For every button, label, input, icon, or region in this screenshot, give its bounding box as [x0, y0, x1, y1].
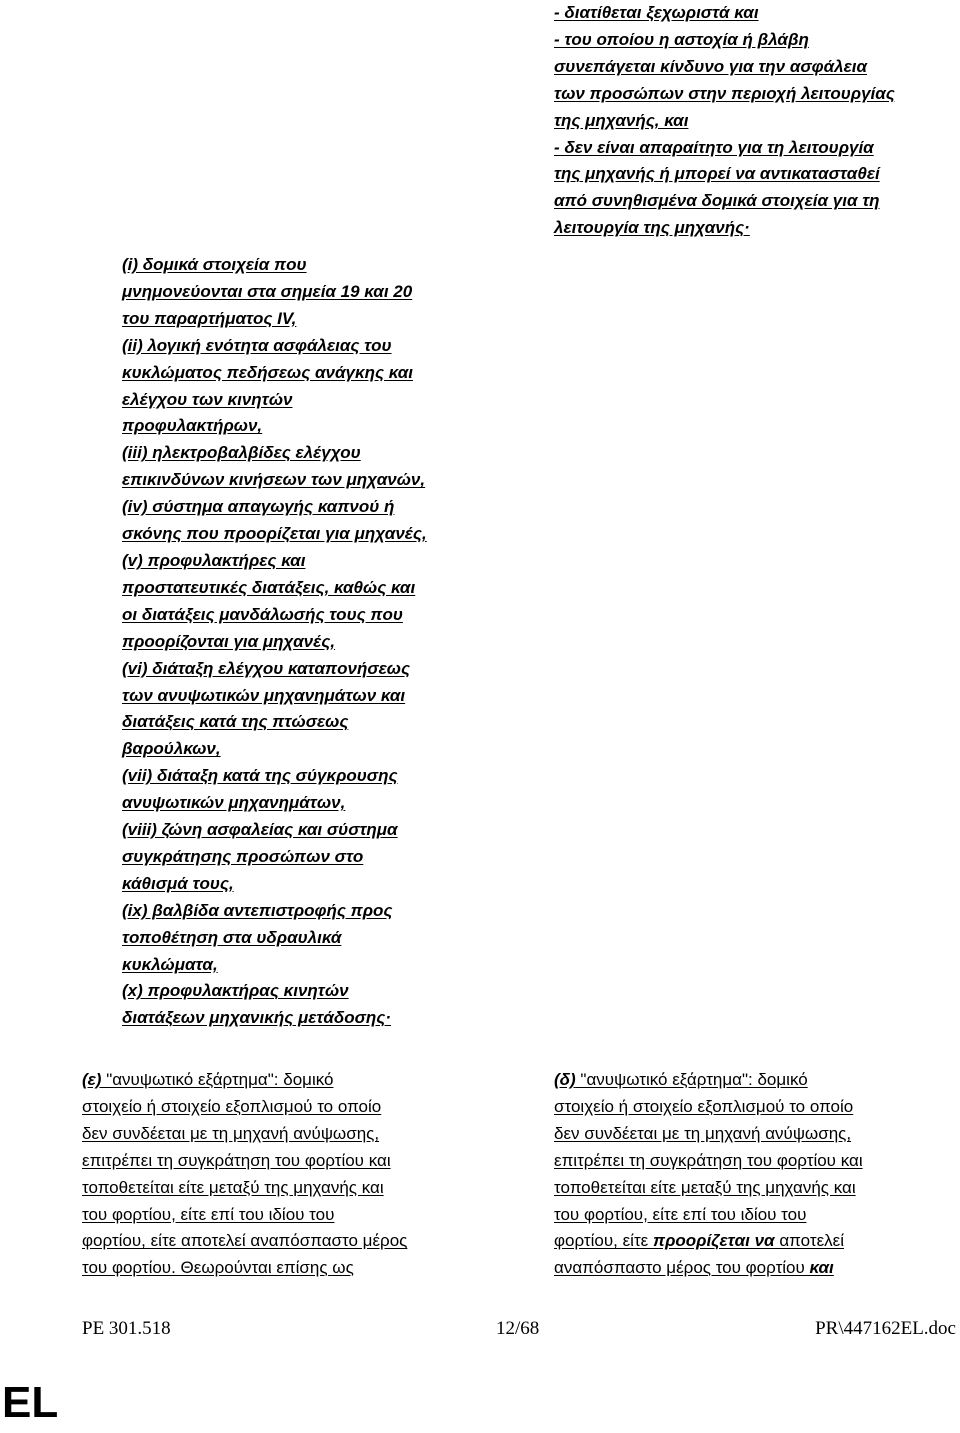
- right-para-line-8: [554, 1255, 863, 1282]
- list-item-line: τοποθέτηση στα υδραυλικά: [122, 927, 342, 947]
- list-item: [122, 817, 427, 898]
- list-item-line: (iv) σύστημα απαγωγής καπνού ή: [122, 497, 395, 517]
- list-item-line: των ανυψωτικών μηχανημάτων και: [122, 685, 406, 705]
- right-para-line-8-pre: αναπόσπαστο μέρος του φορτίου: [554, 1258, 810, 1278]
- list-item-line: διατάξεων μηχανικής μετάδοσης·: [122, 1008, 391, 1028]
- right-para-line-1: [554, 1067, 863, 1094]
- list-item-line: προορίζονται για μηχανές,: [122, 631, 336, 651]
- right-top-line: - δεν είναι απαραίτητο για τη λειτουργία: [554, 137, 874, 157]
- right-para-line: τοποθετείται είτε μεταξύ της μηχανής και: [554, 1177, 856, 1197]
- list-item-line: κάθισμά τους,: [122, 873, 234, 893]
- list-item-line: (v) προφυλακτήρες και: [122, 550, 306, 570]
- right-para-line: δεν συνδέεται με τη μηχανή ανύψωσης,: [554, 1123, 852, 1143]
- footer-doc-ref: PE 301.518: [82, 1318, 171, 1339]
- left-para-line-1: [82, 1067, 407, 1094]
- right-top-line: της μηχανής ή μπορεί να αντικατασταθεί: [554, 164, 880, 184]
- list-item: [122, 252, 427, 333]
- list-item-line: (ix) βαλβίδα αντεπιστροφής προς: [122, 900, 393, 920]
- right-top-block: [554, 0, 895, 242]
- right-top-line: από συνηθισμένα δομικά στοιχεία για τη: [554, 191, 880, 211]
- list-item-line: επικινδύνων κινήσεων των μηχανών,: [122, 470, 426, 490]
- footer-page-number: 12/68: [496, 1318, 540, 1339]
- right-top-line: των προσώπων στην περιοχή λειτουργίας: [554, 83, 895, 103]
- list-item-line: (ii) λογική ενότητα ασφάλειας του: [122, 335, 392, 355]
- right-para-line-1-text: "ανυψωτικό εξάρτημα": δομικό: [575, 1070, 808, 1089]
- list-item-line: προφυλακτήρων,: [122, 416, 263, 436]
- list-item: [122, 548, 427, 656]
- list-item-line: (x) προφυλακτήρας κινητών: [122, 981, 349, 1001]
- left-para-line: φορτίου, είτε αποτελεί αναπόσπαστο μέρος: [82, 1231, 408, 1251]
- right-top-line: της μηχανής, και: [554, 110, 689, 130]
- list-item-line: οι διατάξεις μανδάλωσής τους που: [122, 604, 403, 624]
- list-item: [122, 440, 427, 494]
- list-item: [122, 898, 427, 979]
- list-item-line: διατάξεις κατά της πτώσεως: [122, 712, 349, 732]
- right-para-line-7-post: αποτελεί: [774, 1231, 844, 1251]
- list-item-line: προστατευτικές διατάξεις, καθώς και: [122, 577, 416, 597]
- language-code: EL: [2, 1378, 59, 1427]
- right-top-line: συνεπάγεται κίνδυνο για την ασφάλεια: [554, 56, 868, 76]
- left-list-items: [122, 252, 427, 1032]
- left-definition-paragraph: [82, 1067, 407, 1282]
- list-item-line: (iii) ηλεκτροβαλβίδες ελέγχου: [122, 443, 361, 463]
- list-item-line: σκόνης που προορίζεται για μηχανές,: [122, 524, 427, 544]
- list-item-line: βαρούλκων,: [122, 739, 221, 759]
- right-top-line: - του οποίου η αστοχία ή βλάβη: [554, 29, 809, 49]
- right-top-lines: [554, 0, 895, 242]
- list-item: [122, 333, 427, 441]
- list-item-line: (i) δομικά στοιχεία που: [122, 255, 307, 274]
- right-para-line-7: [554, 1228, 863, 1255]
- list-item-line: μνημονεύονται στα σημεία 19 και 20: [122, 281, 413, 301]
- left-para-label: (ε): [82, 1070, 102, 1089]
- list-item-line: του παραρτήματος IV,: [122, 308, 297, 328]
- left-para-line: επιτρέπει τη συγκράτηση του φορτίου και: [82, 1150, 391, 1170]
- left-list-block: [122, 252, 427, 1032]
- list-item: [122, 978, 427, 1032]
- right-para-line: στοιχείο ή στοιχείο εξοπλισμού το οποίο: [554, 1096, 854, 1116]
- right-para-line-7-emphasis: προορίζεται να: [652, 1231, 775, 1251]
- list-item: [122, 494, 427, 548]
- list-item: [122, 656, 427, 764]
- left-para-lines: [82, 1094, 407, 1282]
- list-item-line: συγκράτησης προσώπων στο: [122, 846, 364, 866]
- left-para-line: στοιχείο ή στοιχείο εξοπλισμού το οποίο: [82, 1096, 382, 1116]
- right-top-line: - διατίθεται ξεχωριστά και: [554, 3, 759, 22]
- right-para-line: του φορτίου, είτε επί του ιδίου του: [554, 1204, 807, 1224]
- right-definition-paragraph: [554, 1067, 863, 1282]
- left-para-line: του φορτίου, είτε επί του ιδίου του: [82, 1204, 335, 1224]
- right-para-label: (δ): [554, 1070, 576, 1089]
- list-item: [122, 763, 427, 817]
- right-para-line-8-emphasis: και: [809, 1258, 834, 1278]
- left-para-line-1-text: "ανυψωτικό εξάρτημα": δομικό: [101, 1070, 334, 1089]
- list-item-line: ανυψωτικών μηχανημάτων,: [122, 793, 346, 813]
- list-item-line: ελέγχου των κινητών: [122, 389, 293, 409]
- list-item-line: κυκλώματα,: [122, 954, 218, 974]
- right-top-line: λειτουργία της μηχανής·: [554, 218, 750, 238]
- right-para-lines: [554, 1094, 863, 1229]
- list-item-line: (vii) διάταξη κατά της σύγκρουσης: [122, 766, 398, 786]
- left-para-line: δεν συνδέεται με τη μηχανή ανύψωσης,: [82, 1123, 380, 1143]
- left-para-line: τοποθετείται είτε μεταξύ της μηχανής και: [82, 1177, 384, 1197]
- left-para-line: του φορτίου. Θεωρούνται επίσης ως: [82, 1258, 354, 1278]
- list-item-line: (vi) διάταξη ελέγχου καταπονήσεως: [122, 658, 411, 678]
- right-para-line-7-pre: φορτίου, είτε: [554, 1231, 653, 1251]
- list-item-line: (viii) ζώνη ασφαλείας και σύστημα: [122, 820, 398, 840]
- right-para-line: επιτρέπει τη συγκράτηση του φορτίου και: [554, 1150, 863, 1170]
- list-item-line: κυκλώματος πεδήσεως ανάγκης και: [122, 362, 413, 382]
- footer-file-name: PR\447162EL.doc: [815, 1318, 956, 1339]
